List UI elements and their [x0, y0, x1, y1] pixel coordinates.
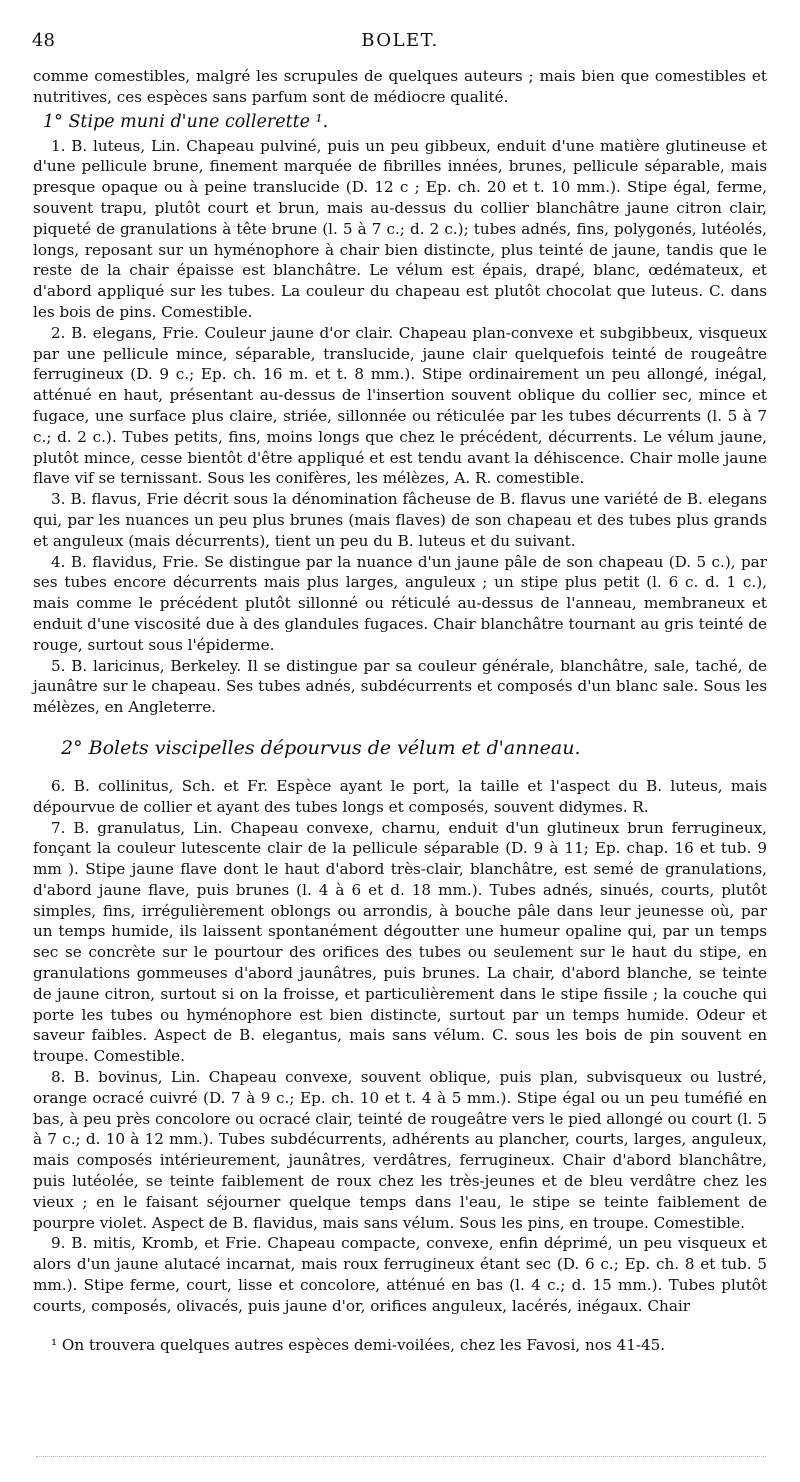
entry-1: 1. B. luteus, Lin. Chapeau pulviné, puis un peu gibbeux, enduit d'une matière glutineuse et d'une pellicule brune, finement marquée de fibrilles innées, brunes, pellicule séparable, mais presque opaque ou à peine translucide (D. 12 c ; Ep. ch. 20 et t. 10 mm.). Stipe égal, ferme, souvent trapu, plutôt court et brun, mais au-dessus du collier blanchâtre jaune citron clair, piqueté de granulations à tête brune (l. 5 à 7 c.; d. 2 c.); tubes adnés, fins, polygonés, lutéolés, longs, reposant sur un hyménophore à chair bien distincte, plus teinté de jaune, tandis que le reste de la chair épaisse est blanchâtre. Le vélum est épais, drapé, blanc, œdémateux, et d'abord appliqué sur les tubes. La couleur du chapeau est plutôt chocolat que luteus. C. dans les bois de pins. Comestible. [33, 136, 767, 321]
entry-7: 7. B. granulatus, Lin. Chapeau convexe, charnu, enduit d'un glutineux brun ferrugineux, fonçant la couleur lutescente clair de la pellicule séparable (D. 9 à 11; Ep. chap. 16 et tub. 9 mm ). Stipe jaune flave dont le haut d'abord très-clair, blanchâtre, est semé de granulations, d'abord jaune flave, puis brunes (l. 4 à 6 et d. 18 mm.). Tubes adnés, sinués, courts, plutôt simples, fins, irrégulièrement oblongs ou arrondis, à bouche pâle dans leur jeunesse où, par un temps humide, ils laissent spontanément dégoutter une humeur opaline qui, par un temps sec se concrète sur le pourtour des orifices des tubes ou seulement sur le haut du stipe, en granulations gommeuses d'abord jaunâtres, puis brunes. La chair, d'abord blanche, se teinte de jaune citron, surtout si on la froisse, et particulièrement dans le stipe fissile ; la couche qui porte les tubes ou hyménophore est bien distincte, surtout par un temps humide. Odeur et saveur faibles. Aspect de B. elegantus, mais sans vélum. C. sous les bois de pin souvent en troupe. Comestible. [33, 818, 767, 1066]
intro-paragraph: comme comestibles, malgré les scrupules de quelques auteurs ; mais bien que comestibles et nutritives, ces espèces sans parfum sont de médiocre qualité. [33, 67, 767, 106]
bleed-through-marks [36, 1456, 766, 1463]
entry-2: 2. B. elegans, Frie. Couleur jaune d'or clair. Chapeau plan-convexe et subgibbeux, visqueux par une pellicule mince, séparable, translucide, jaune clair quelquefois teinté de rougeâtre ferrugineux (D. 9 c.; Ep. ch. 16 m. et t. 8 mm.). Stipe ordinairement un peu allongé, inégal, atténué en haut, présentant au-dessus de l'insertion souvent oblique du collier sec, mince et fugace, une surface plus claire, striée, sillonnée ou réticulée par les tubes décurrents (l. 5 à 7 c.; d. 2 c.). Tubes petits, fins, moins longs que chez le précédent, décurrents. Le vélum jaune, plutôt mince, cesse bientôt d'être appliqué et est tendu avant la déhiscence. Chair molle jaune flave vif se ternissant. Sous les conifères, les mélèzes, A. R. comestible. [33, 323, 767, 488]
running-title: BOLET. [361, 30, 439, 51]
entry-5: 5. B. laricinus, Berkeley. Il se distingue par sa couleur générale, blanchâtre, sale, taché, de jaunâtre sur le chapeau. Ses tubes adnés, subdécurrents et composés d'un blanc sale. Sous les mélèzes, en Angleterre. [33, 656, 767, 717]
entry-3: 3. B. flavus, Frie décrit sous la dénomination fâcheuse de B. flavus une variété de B. elegans qui, par les nuances un peu plus brunes (mais flaves) de son chapeau et des tubes plus grands et anguleux (mais décurrents), tient un peu du B. luteus et du suivant. [33, 490, 767, 550]
entry-4: 4. B. flavidus, Frie. Se distingue par la nuance d'un jaune pâle de son chapeau (D. 5 c.), par ses tubes encore décurrents mais plus larges, anguleux ; un stipe plus petit (l. 6 c. d. 1 c.), mais comme le précédent plutôt sillonné ou réticulé au-dessus de l'anneau, membraneux et enduit d'une viscosité due à des glandules fugaces. Chair blanchâtre tournant au gris teinté de rouge, surtout sous l'épiderme. [33, 552, 767, 654]
section-2-heading: 2° Bolets viscipelles dépourvus de vélum et d'anneau. [61, 736, 581, 759]
entry-8: 8. B. bovinus, Lin. Chapeau convexe, souvent oblique, puis plan, subvisqueux ou lustré, orange ocracé cuivré (D. 7 à 9 c.; Ep. ch. 10 et t. 4 à 5 mm.). Stipe égal ou un peu tuméfié en bas, à peu près concolore ou ocracé clair, teinté de rougeâtre vers le pied allongé ou court (l. 5 à 7 c.; d. 10 à 12 mm.). Tubes subdécurrents, adhérents au plancher, courts, larges, anguleux, mais composés intérieurement, jaunâtres, verdâtres, ferrugineux. Chair d'abord blanchâtre, puis lutéolée, se teinte faiblement de roux chez les très-jeunes et de bleu verdâtre chez les vieux ; en le faisant séjourner quelque temps dans l'eau, le stipe se teinte faiblement de pourpre violet. Aspect de B. flavidus, mais sans vélum. Sous les pins, en troupe. Comestible. [33, 1068, 767, 1232]
section-1-heading: 1° Stipe muni d'une collerette ¹. [43, 111, 329, 132]
entry-9: 9. B. mitis, Kromb, et Frie. Chapeau compacte, convexe, enfin déprimé, un peu visqueux et alors d'un jaune alutacé incarnat, mais roux ferrugineux étant sec (D. 6 c.; Ep. ch. 8 et tub. 5 mm.). Stipe ferme, court, lisse et concolore, atténué en bas (l. 4 c.; d. 15 mm.). Tubes plutôt courts, composés, olivacés, puis jaune d'or, orifices anguleux, lacérés, inégaux. Chair [33, 1234, 767, 1315]
page-header [0, 30, 800, 54]
footnote: ¹ On trouvera quelques autres espèces demi-voilées, chez les Favosi, nos 41-45. [51, 1335, 666, 1354]
page-number: 48 [32, 30, 55, 51]
page-body [33, 66, 767, 1370]
entry-6: 6. B. collinitus, Sch. et Fr. Espèce ayant le port, la taille et l'aspect du B. luteus, mais dépourvue de collier et ayant des tubes longs et composés, souvent didymes. R. [33, 776, 767, 816]
